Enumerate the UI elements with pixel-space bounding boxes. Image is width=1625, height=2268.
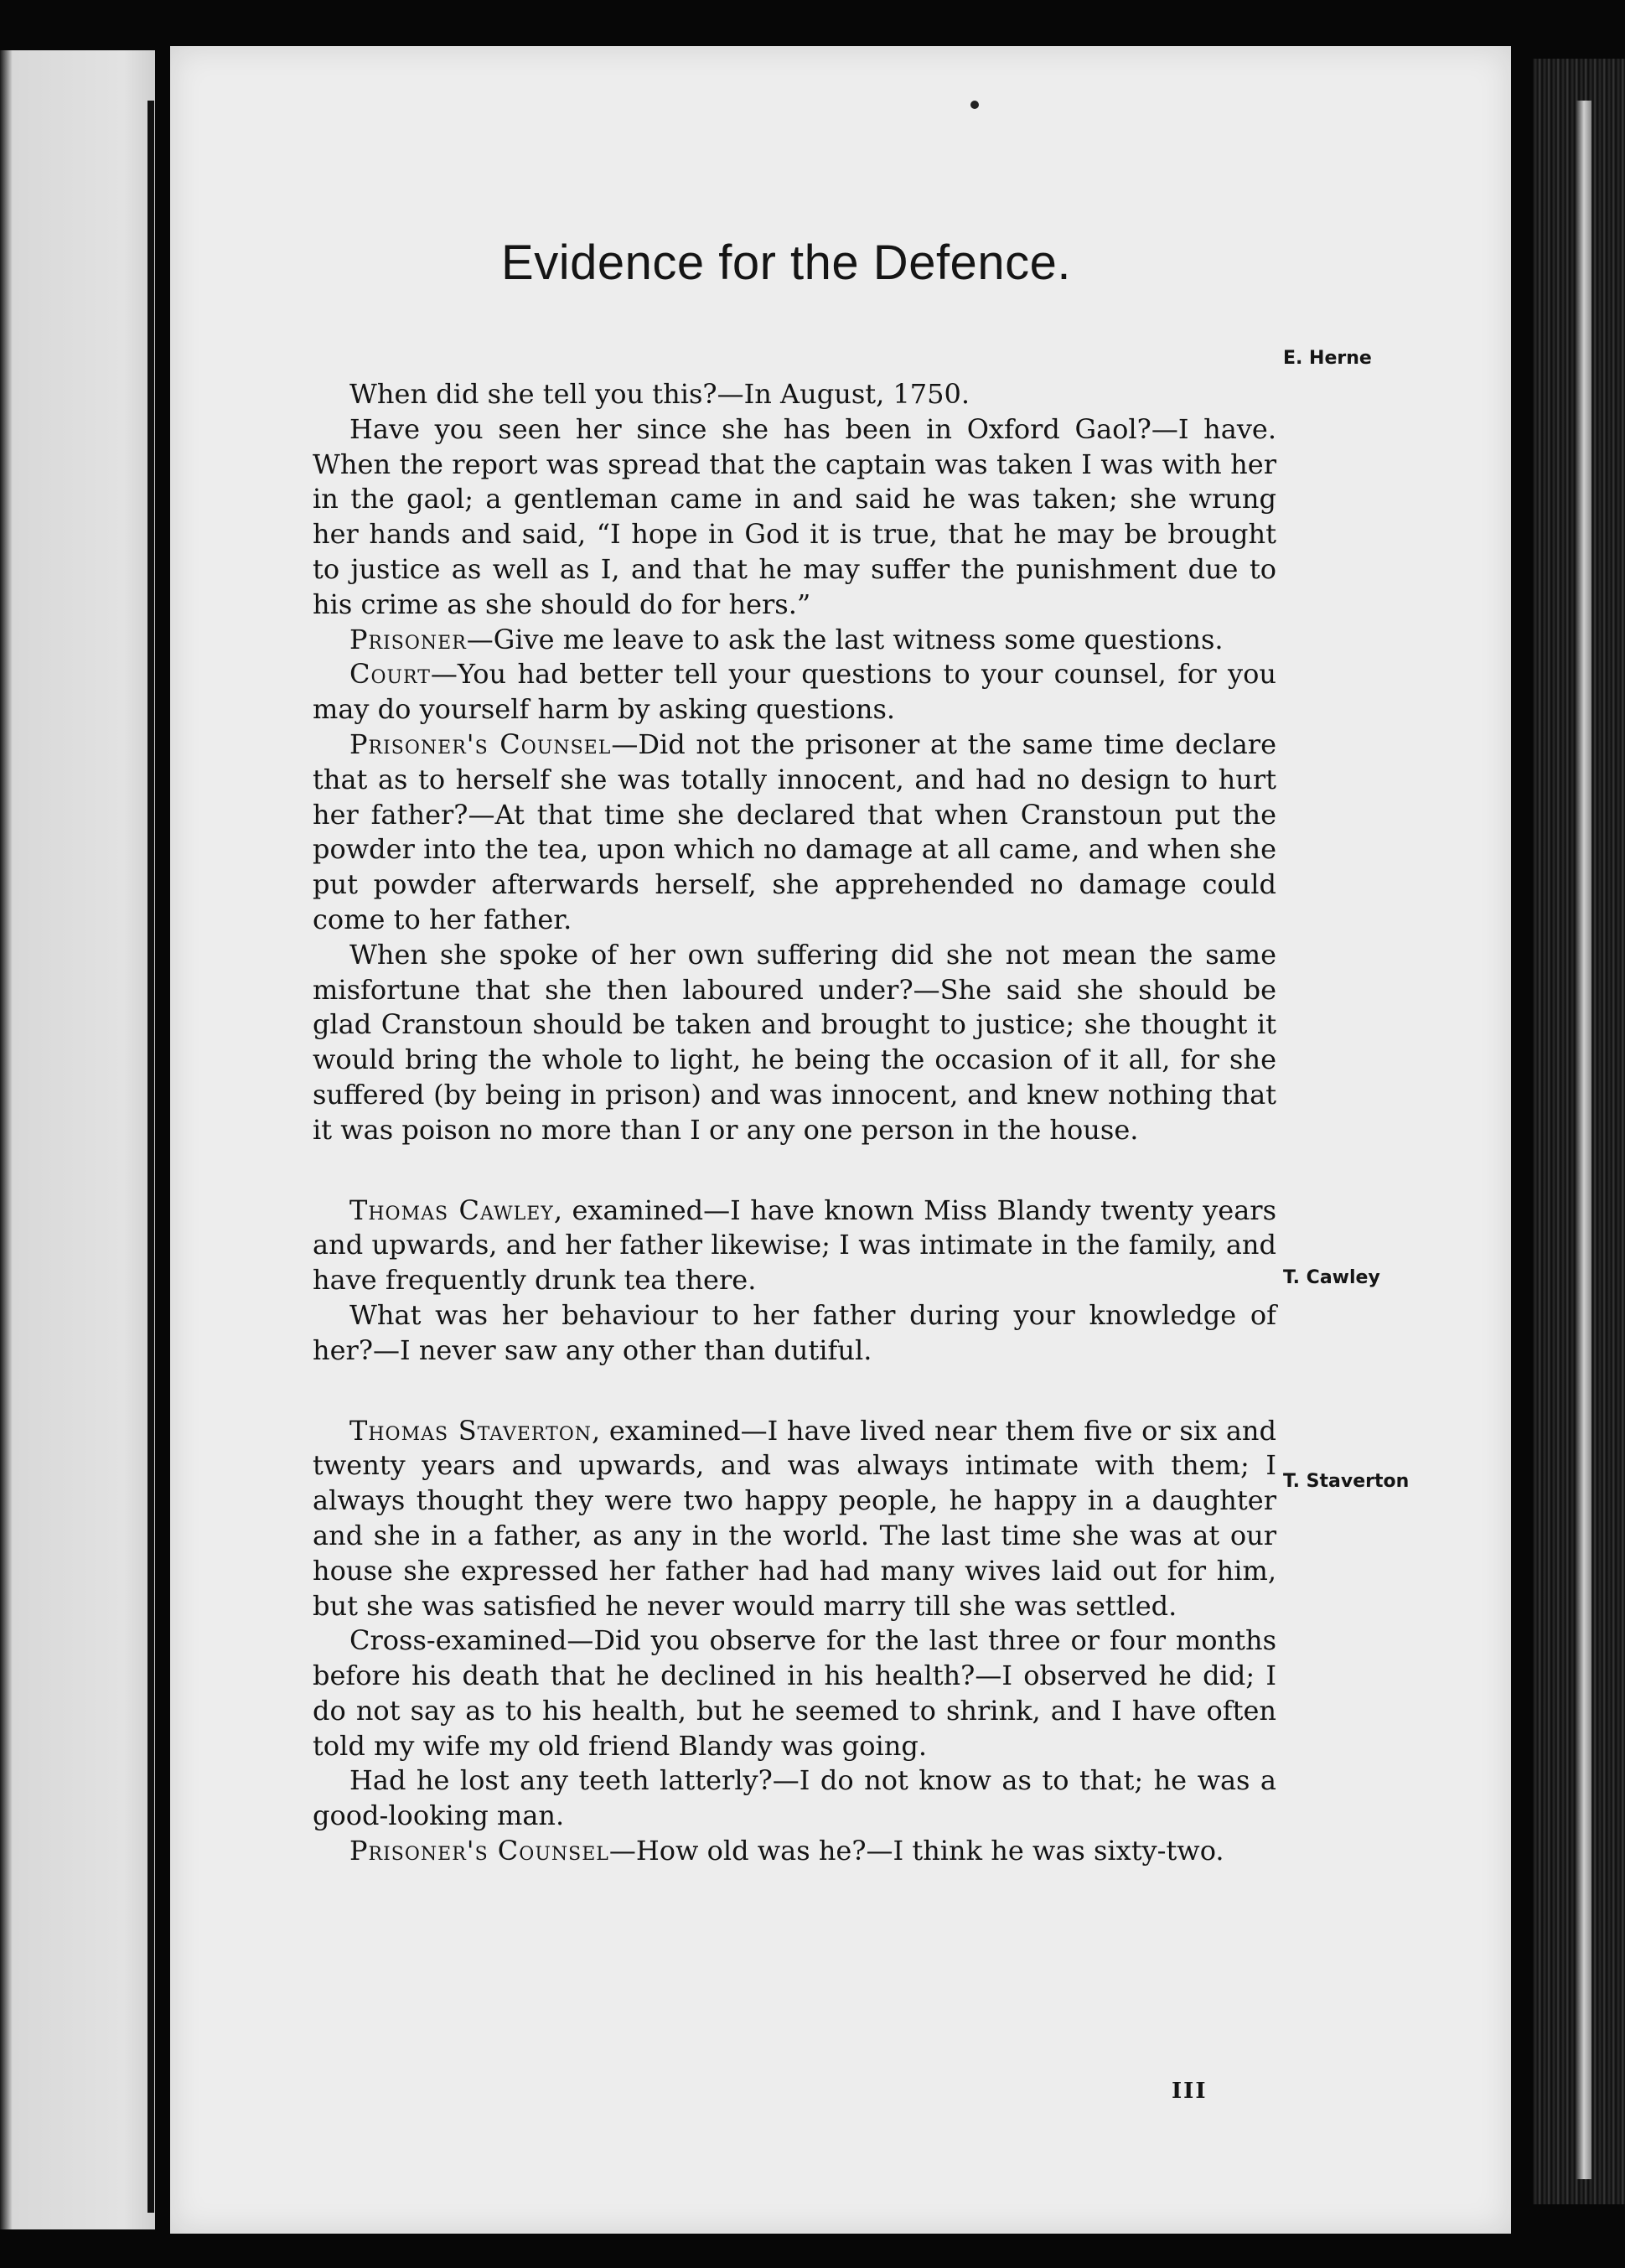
paragraph-text: —How old was he?—I think he was sixty-two. [608, 1835, 1224, 1867]
paragraph [313, 412, 1276, 623]
speaker-label: Prisoner's Counsel [349, 1835, 609, 1867]
adjacent-page-strip [0, 50, 155, 2229]
page-number: III [1172, 2079, 1208, 2104]
paragraph [313, 1194, 1276, 1298]
paragraph-text: When she spoke of her own suffering did she not mean the same misfortune that she then laboured under?—She said she should be glad Cranstoun should be taken and brought to justice; she thought it would bring the whole to light, he being the occasion of it all, for she suffered (by being in prison) and was innocent, and knew nothing that it was poison no more than I or any one person in the house. [313, 938, 1276, 1146]
witness-name: Thomas Cawley [349, 1194, 554, 1226]
margin-note-staverton: T. Staverton [1283, 1471, 1410, 1492]
paragraph-text: —You had better tell your questions to your counsel, for you may do yourself harm by asking questions. [313, 658, 1276, 726]
paragraph [313, 938, 1276, 1148]
book-edge-highlight [1576, 101, 1591, 2179]
page-heading: Evidence for the Defence. [501, 236, 1071, 290]
paragraph [313, 1834, 1276, 1869]
book-page [170, 46, 1511, 2234]
page-body [313, 377, 1276, 1869]
paragraph [313, 657, 1276, 728]
binding-rule [147, 101, 154, 2213]
section-gap [313, 1369, 1276, 1414]
paragraph [313, 623, 1276, 658]
margin-note-cawley: T. Cawley [1283, 1267, 1380, 1288]
print-mark [970, 101, 979, 109]
speaker-label: Prisoner's Counsel [349, 728, 612, 760]
paragraph-text: Had he lost any teeth latterly?—I do not know as to that; he was a good-looking man. [313, 1764, 1276, 1832]
paragraph-text: Have you seen her since she has been in Oxford Gaol?—I have. When the report was spread that the captain was taken I was with her in the gaol; a gentleman came in and said he was taken; she wrung her hands and said, “I hope in God it is true, that he may be brought to justice as well as I, and that he may suffer the punishment due to his crime as she should do for hers.” [313, 412, 1276, 620]
paragraph-text: —Give me leave to ask the last witness some questions. [466, 623, 1224, 655]
paragraph-text: Cross-examined—Did you observe for the last three or four months before his death that he declined in his health?—I observed he did; I do not say as to his health, but he seemed to shrink, and I have often told my wife my old friend Blandy was going. [313, 1624, 1276, 1762]
paragraph-text: What was her behaviour to her father during your knowledge of her?—I never saw any other than dutiful. [313, 1298, 1276, 1366]
speaker-label: Prisoner [349, 623, 467, 655]
paragraph [313, 1414, 1276, 1624]
paragraph-text: When did she tell you this?—In August, 1750. [349, 378, 970, 410]
section-gap [313, 1148, 1276, 1194]
paragraph [313, 728, 1276, 938]
paragraph [313, 377, 1276, 412]
witness-name: Thomas Staverton [349, 1414, 593, 1447]
paragraph [313, 1763, 1276, 1834]
speaker-label: Court [349, 658, 431, 691]
paragraph [313, 1623, 1276, 1763]
paragraph-text: , examined—I have known Miss Blandy twenty years and upwards, and her father likewise; I was intimate in the family, and have frequently drunk tea there. [313, 1194, 1276, 1297]
margin-note-herne: E. Herne [1283, 348, 1372, 369]
paragraph [313, 1298, 1276, 1369]
paragraph-text: —Did not the prisoner at the same time declare that as to herself she was totally innocent, and had no design to hurt her father?—At that time she declared that when Cranstoun put the powder into the tea, upon which no damage at all came, and when she put powder afterwards herself, she apprehended no damage could come to her father. [313, 728, 1277, 935]
paragraph-text: , examined—I have lived near them five or six and twenty years and upwards, and was always intimate with them; I always thought they were two happy people, he happy in a daughter and she in a father, as any in the world. The last time she was at our house she expressed her father had had many wives laid out for him, but she was satisfied he never would marry till she was settled. [313, 1414, 1276, 1622]
